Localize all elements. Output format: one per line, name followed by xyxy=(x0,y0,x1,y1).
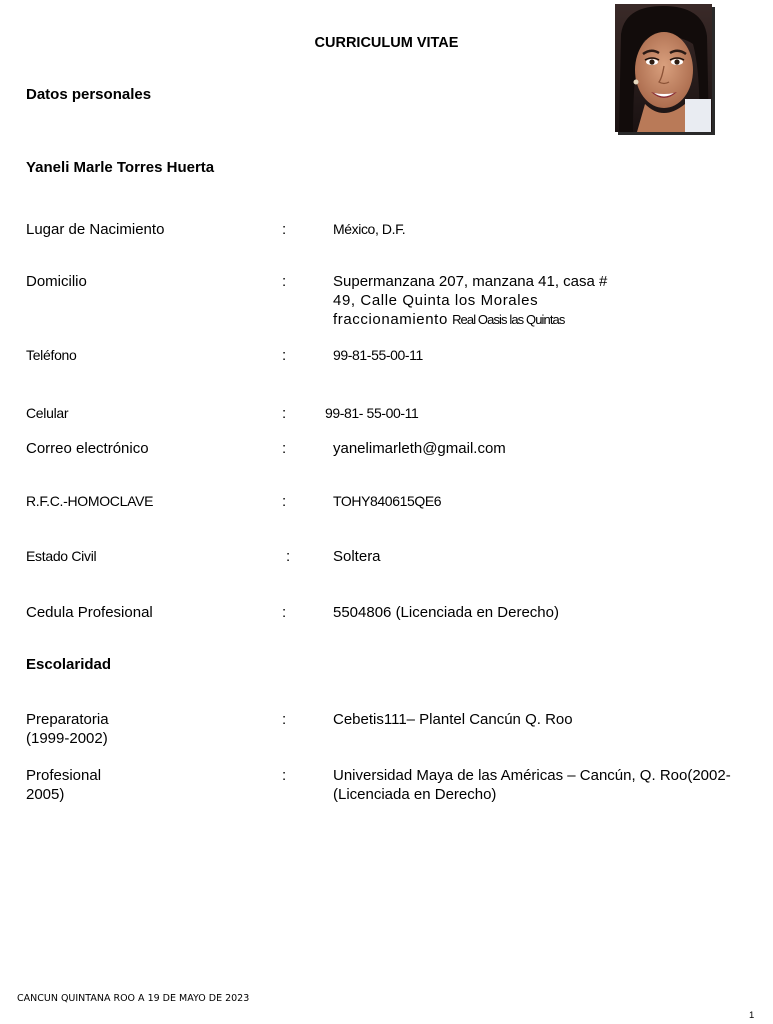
page-title: CURRICULUM VITAE xyxy=(314,35,459,51)
section-heading-education: Escolaridad xyxy=(26,656,112,673)
address-line-3-part-a: fraccionamiento xyxy=(333,311,448,328)
separator: : xyxy=(282,405,287,422)
license-value: 5504806 (Licenciada en Derecho) xyxy=(333,604,559,621)
separator: : xyxy=(282,440,287,457)
separator: : xyxy=(282,347,287,364)
birthplace-label: Lugar de Nacimiento xyxy=(26,221,165,238)
address-line-1: Supermanzana 207, manzana 41, casa # xyxy=(333,273,608,290)
civil-status-label: Estado Civil xyxy=(26,548,97,564)
license-label: Cedula Profesional xyxy=(26,604,153,621)
highschool-label: Preparatoria xyxy=(26,711,109,728)
address-line-3 xyxy=(333,311,564,328)
separator: : xyxy=(282,221,287,238)
portrait-image xyxy=(615,4,712,132)
university-years: 2005) xyxy=(26,786,65,803)
phone-value: 99-81-55-00-11 xyxy=(333,347,423,363)
page-number: 1 xyxy=(749,1010,755,1021)
email-label: Correo electrónico xyxy=(26,440,149,457)
address-line-2: 49, Calle Quinta los Morales xyxy=(333,292,539,309)
university-label: Profesional xyxy=(26,767,102,784)
rfc-value: TOHY840615QE6 xyxy=(333,493,442,509)
separator: : xyxy=(282,711,287,728)
address-line-3-part-b: Real Oasis las Quintas xyxy=(452,312,565,327)
address-label: Domicilio xyxy=(26,273,87,290)
separator: : xyxy=(282,493,287,510)
separator: : xyxy=(282,273,287,290)
person-name: Yaneli Marle Torres Huerta xyxy=(26,159,215,176)
profile-photo xyxy=(615,4,712,132)
footer-place-date: CANCUN QUINTANA ROO A 19 DE MAYO DE 2023 xyxy=(17,993,250,1004)
university-value-line-2: (Licenciada en Derecho) xyxy=(333,786,497,803)
separator: : xyxy=(282,767,287,784)
mobile-label: Celular xyxy=(26,405,69,421)
phone-label: Teléfono xyxy=(26,347,77,363)
mobile-value: 99-81- 55-00-11 xyxy=(325,405,419,421)
section-heading-personal: Datos personales xyxy=(26,86,152,103)
university-value-line-1: Universidad Maya de las Américas – Cancún, Q. Roo(2002- xyxy=(333,767,731,784)
email-value: yanelimarleth@gmail.com xyxy=(333,440,506,457)
civil-status-value: Soltera xyxy=(333,548,381,565)
highschool-value: Cebetis111– Plantel Cancún Q. Roo xyxy=(333,711,573,728)
separator: : xyxy=(282,604,287,621)
highschool-years: (1999-2002) xyxy=(26,730,108,747)
birthplace-value: México, D.F. xyxy=(333,221,406,237)
rfc-label: R.F.C.-HOMOCLAVE xyxy=(26,493,154,509)
separator: : xyxy=(286,548,291,565)
